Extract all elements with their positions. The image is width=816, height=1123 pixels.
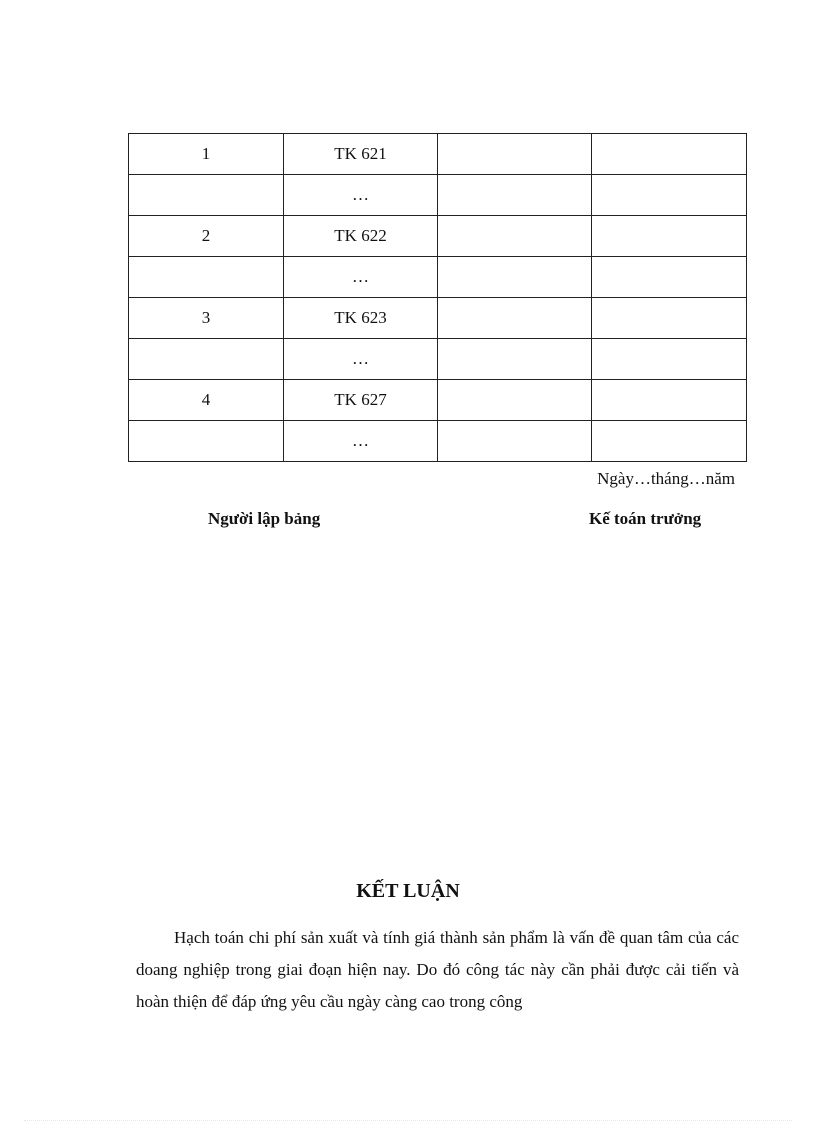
account-cell: TK 621: [284, 134, 438, 175]
amount-cell: [592, 421, 747, 462]
date-line: Ngày…tháng…năm: [597, 469, 735, 488]
account-cell: TK 627: [284, 380, 438, 421]
account-cell: …: [284, 421, 438, 462]
amount-cell: [592, 339, 747, 380]
amount-cell: [592, 134, 747, 175]
row-number-cell: [129, 175, 284, 216]
row-number-cell: 3: [129, 298, 284, 339]
table-row: [129, 298, 747, 339]
account-cell: …: [284, 175, 438, 216]
row-number-cell: 1: [129, 134, 284, 175]
amount-cell: [592, 175, 747, 216]
table-row: [129, 380, 747, 421]
row-number-cell: [129, 257, 284, 298]
chief-accountant-signature-label: Kế toán trưởng: [589, 509, 702, 528]
table-row: [129, 134, 747, 175]
amount-cell: [438, 257, 592, 298]
cost-summary-table: [128, 133, 747, 462]
table-row: [129, 257, 747, 298]
amount-cell: [438, 216, 592, 257]
amount-cell: [438, 380, 592, 421]
account-cell: …: [284, 257, 438, 298]
amount-cell: [438, 175, 592, 216]
account-cell: TK 623: [284, 298, 438, 339]
table-row: [129, 421, 747, 462]
amount-cell: [592, 380, 747, 421]
page-bottom-divider: [24, 1120, 792, 1121]
preparer-signature-label: Người lập bảng: [208, 509, 321, 528]
amount-cell: [438, 339, 592, 380]
table-row: [129, 216, 747, 257]
account-cell: …: [284, 339, 438, 380]
table-row: [129, 175, 747, 216]
amount-cell: [438, 421, 592, 462]
conclusion-heading: KẾT LUẬN: [356, 880, 460, 902]
row-number-cell: 2: [129, 216, 284, 257]
amount-cell: [438, 298, 592, 339]
row-number-cell: [129, 421, 284, 462]
amount-cell: [592, 216, 747, 257]
account-cell: TK 622: [284, 216, 438, 257]
row-number-cell: 4: [129, 380, 284, 421]
table-row: [129, 339, 747, 380]
conclusion-paragraph: Hạch toán chi phí sản xuất và tính giá thành sản phẩm là vấn đề quan tâm của các doang nghiệp trong giai đoạn hiện nay. Do đó công tác này cần phải được cải tiến và hoàn thiện để đáp ứng yêu cầu ngày càng cao trong công: [136, 928, 739, 1011]
amount-cell: [438, 134, 592, 175]
amount-cell: [592, 298, 747, 339]
amount-cell: [592, 257, 747, 298]
row-number-cell: [129, 339, 284, 380]
